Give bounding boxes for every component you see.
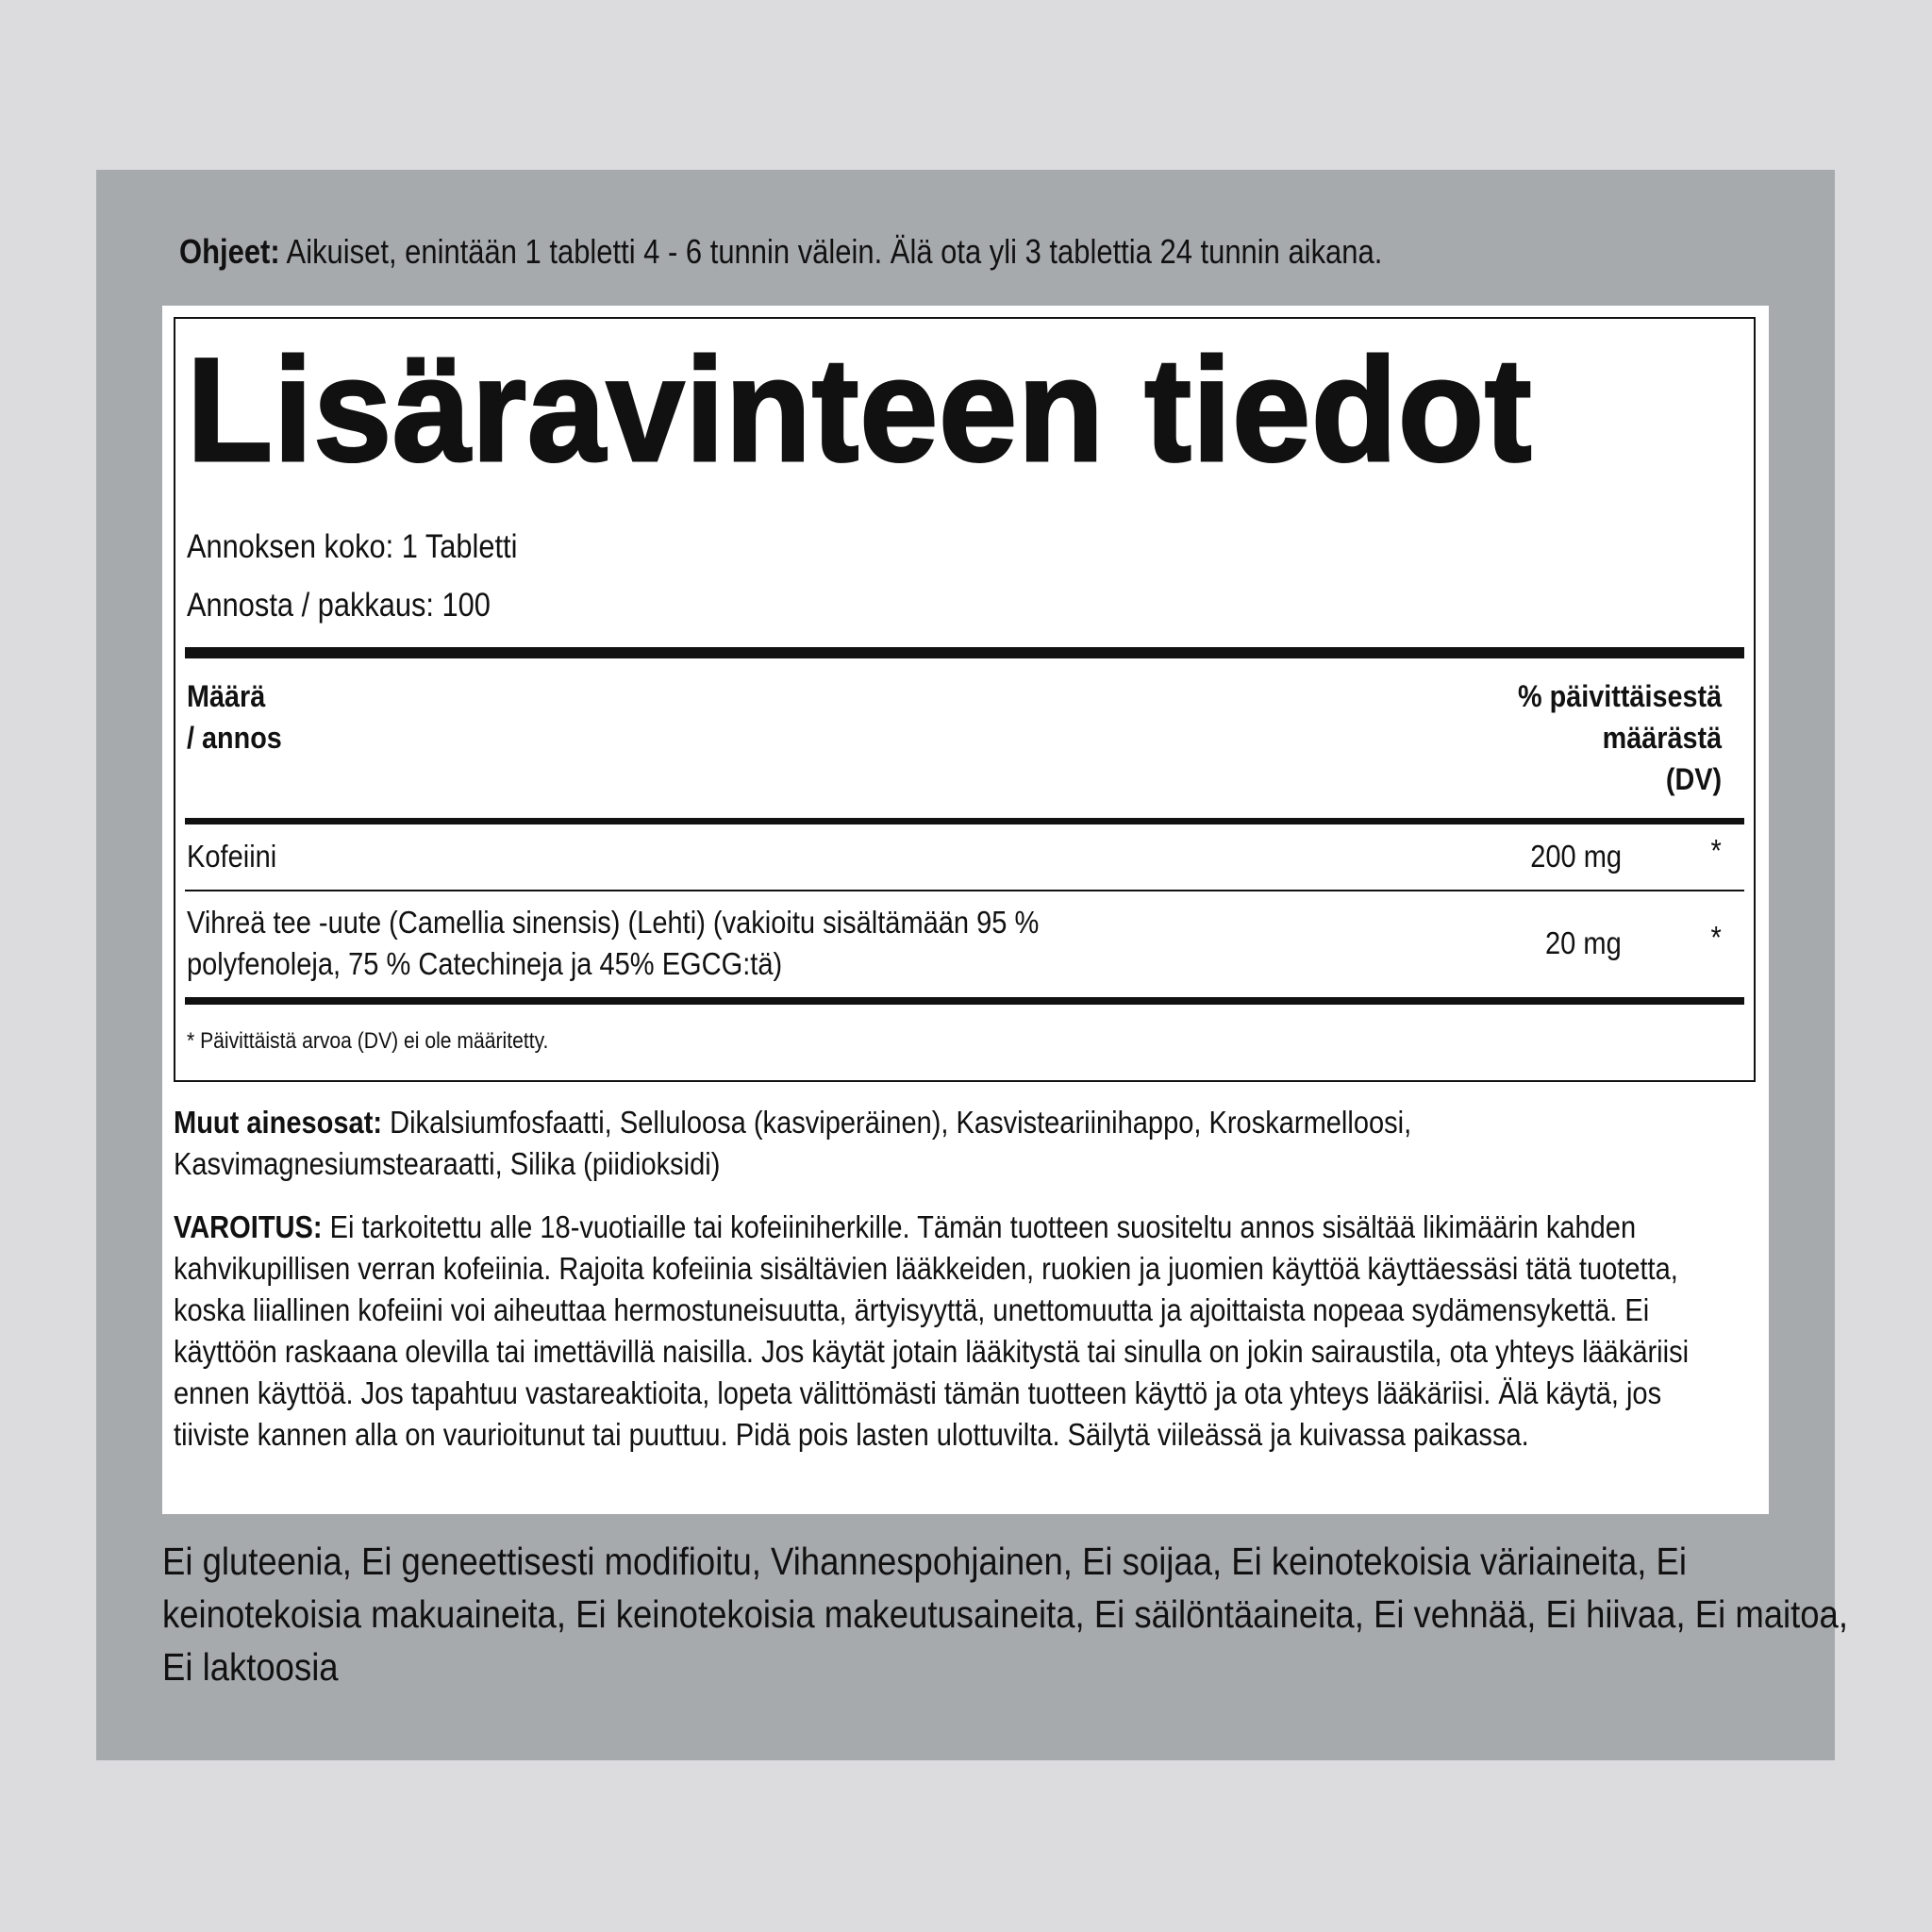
ingredient-amount: 20 mg — [1545, 925, 1622, 960]
daily-value-header — [1518, 675, 1722, 800]
ingredient-dv: * — [1710, 833, 1722, 868]
ingredient-name-line2: polyfenoleja, 75 % Catechineja ja 45% EGCG:tä) — [187, 946, 783, 981]
supplement-facts-box — [174, 317, 1756, 1082]
label-white-area — [162, 306, 1769, 1514]
warning — [174, 1207, 1734, 1456]
ingredient-name: Kofeiini — [187, 839, 277, 874]
medium-divider — [185, 818, 1744, 824]
serving-size: Annoksen koko: 1 Tabletti — [187, 528, 518, 565]
ingredient-dv: * — [1710, 920, 1722, 955]
other-ingredients — [174, 1102, 1734, 1185]
directions-label: Ohjeet: — [179, 232, 280, 271]
header-right-line1: % päivittäisestä — [1517, 679, 1722, 713]
thin-divider — [185, 890, 1744, 891]
other-ingredients-label: Muut ainesosat: — [174, 1105, 383, 1140]
free-from-claims: Ei gluteenia, Ei geneettisesti modifioitu, Vihannespohjainen, Ei soijaa, Ei keinotekoisia väriaineita, Ei keinotekoisia makuaineita, Ei keinotekoisia makeutusaineita, Ei säilöntäaineita, Ei vehnää, Ei hiivaa, Ei maitoa, Ei laktoosia — [162, 1540, 1848, 1689]
header-left-line1: Määrä — [187, 679, 266, 713]
facts-title: Lisäravinteen tiedot — [187, 328, 1533, 492]
header-right-line3: (DV) — [1665, 762, 1722, 796]
header-left-line2: / annos — [187, 721, 282, 755]
warning-label: VAROITUS: — [174, 1209, 323, 1244]
directions-text — [179, 232, 1382, 272]
warning-text: Ei tarkoitettu alle 18-vuotiaille tai kofeiiniherkille. Tämän tuotteen suositeltu annos sisältää likimäärin kahden kahvikupillisen verran kofeiinia. Rajoita kofeiinia sisältävien lääkkeiden, ruokien ja juomien käyttöä käyttäessäsi tätä tuotetta, koska liiallinen kofeiini voi aiheuttaa hermostuneisuutta, ärtyisyyttä, unettomuutta ja ajoittaista nopeaa sydämensykettä. Ei käyttöön raskaana olevilla tai imettävillä naisilla. Jos käytät jotain lääkitystä tai sinulla on jokin sairaustila, ota yhteys lääkäriisi ennen käyttöä. Jos tapahtuu vastareaktioita, lopeta välittömästi tämän tuotteen käyttö ja ota yhteys lääkäriisi. Älä käytä, jos tiiviste kannen alla on vaurioitunut tai puuttuu. Pidä pois lasten ulottuvilta. Säilytä viileässä ja kuivassa paikassa. — [174, 1209, 1690, 1452]
ingredient-amount: 200 mg — [1530, 839, 1622, 874]
thick-divider-bottom — [185, 997, 1744, 1005]
header-right-line2: määrästä — [1602, 721, 1722, 755]
amount-per-serving-header — [187, 675, 282, 758]
ingredient-name — [187, 902, 1039, 985]
servings-per-container: Annosta / pakkaus: 100 — [187, 587, 491, 624]
other-ingredients-text: Dikalsiumfosfaatti, Selluloosa (kasviperäinen), Kasvisteariinihappo, Kroskarmelloosi, Kasvimagnesiumstearaatti, Silika (piidioksidi) — [174, 1105, 1412, 1181]
dv-footnote: * Päivittäistä arvoa (DV) ei ole määritetty. — [187, 1028, 549, 1054]
thick-divider — [185, 647, 1744, 658]
supplement-label-panel — [96, 170, 1848, 1760]
directions-body: Aikuiset, enintään 1 tabletti 4 - 6 tunnin välein. Älä ota yli 3 tablettia 24 tunnin aikana. — [279, 232, 1383, 271]
ingredient-name-line1: Vihreä tee -uute (Camellia sinensis) (Lehti) (vakioitu sisältämään 95 % — [187, 905, 1040, 940]
